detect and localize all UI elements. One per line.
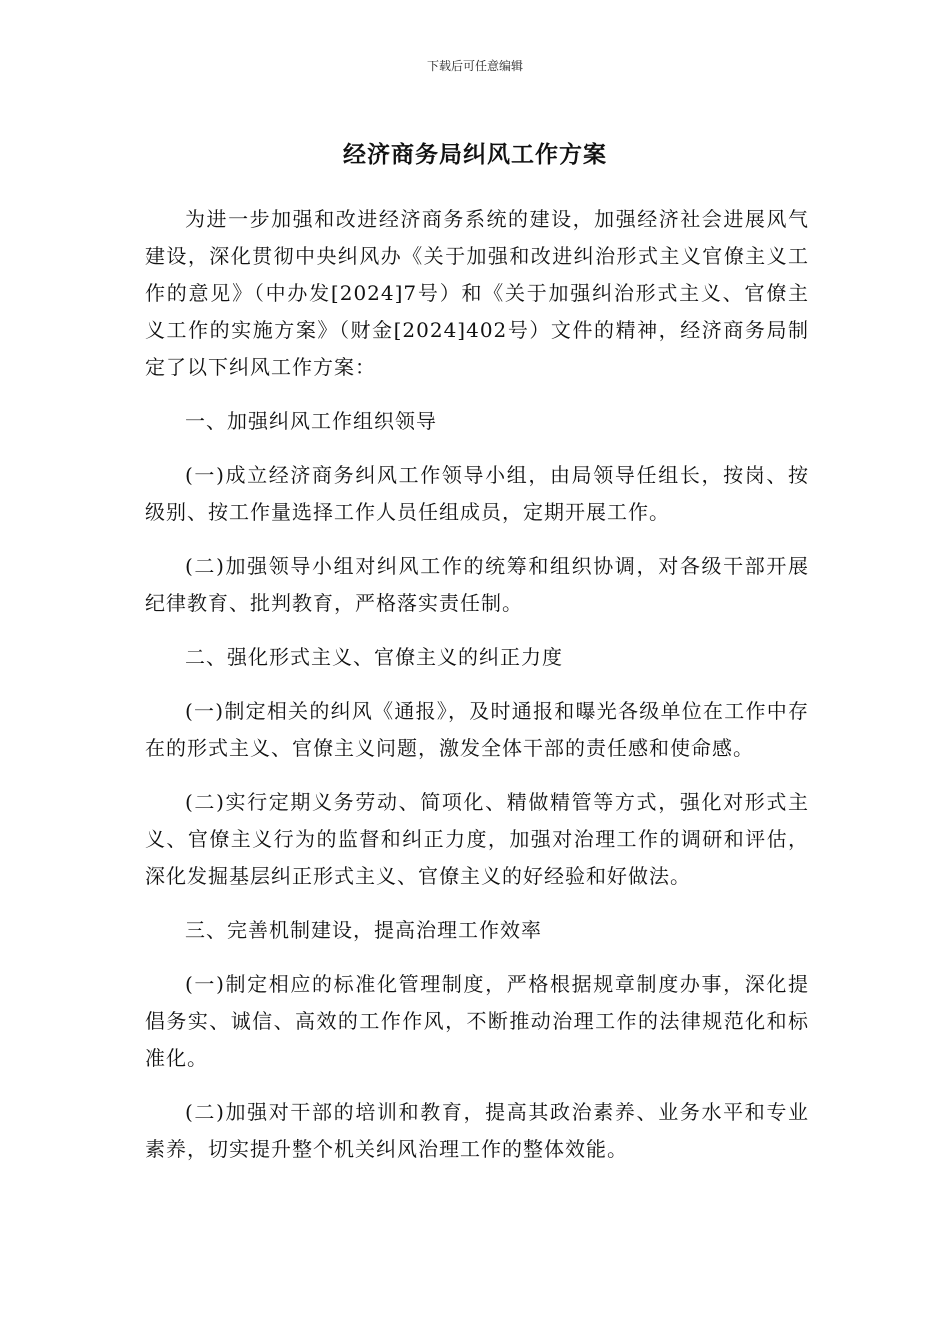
section-heading-2: 二、强化形式主义、官僚主义的纠正力度: [185, 645, 563, 669]
section-3-item-2: (二)加强对干部的培训和教育，提高其政治素养、业务水平和专业素养，切实提升整个机关纠风治理工作的整体效能。: [145, 1100, 809, 1161]
section-1-item-2: (二)加强领导小组对纠风工作的统筹和组织协调，对各级干部开展纪律教育、批判教育，严格落实责任制。: [145, 554, 809, 615]
section-heading-1: 一、加强纠风工作组织领导: [185, 409, 437, 433]
section-2-item-2: (二)实行定期义务劳动、简项化、精做精管等方式，强化对形式主义、官僚主义行为的监督和纠正力度，加强对治理工作的调研和评估，深化发掘基层纠正形式主义、官僚主义的好经验和好做法。: [145, 790, 809, 888]
header-note: 下载后可任意编辑: [426, 59, 523, 73]
section-1-item-1: (一)成立经济商务纠风工作领导小组，由局领导任组长，按岗、按级别、按工作量选择工作人员任组成员，定期开展工作。: [145, 463, 809, 524]
document-body: [145, 201, 809, 1185]
section-2-item-1: (一)制定相关的纠风《通报》，及时通报和曝光各级单位在工作中存在的形式主义、官僚主义问题，激发全体干部的责任感和使命感。: [145, 699, 809, 760]
section-heading-3: 三、完善机制建设，提高治理工作效率: [185, 918, 542, 942]
document-title: 经济商务局纠风工作方案: [343, 142, 607, 168]
intro-paragraph: 为进一步加强和改进经济商务系统的建设，加强经济社会进展风气建设，深化贯彻中央纠风办《关于加强和改进纠治形式主义官僚主义工作的意见》（中办发[2024]7号）和《关于加强纠治形式主义、官僚主义工作的实施方案》（财金[2024]402号）文件的精神，经济商务局制定了以下纠风工作方案：: [145, 207, 809, 379]
section-3-item-1: (一)制定相应的标准化管理制度，严格根据规章制度办事，深化提倡务实、诚信、高效的工作作风，不断推动治理工作的法律规范化和标准化。: [145, 972, 809, 1070]
